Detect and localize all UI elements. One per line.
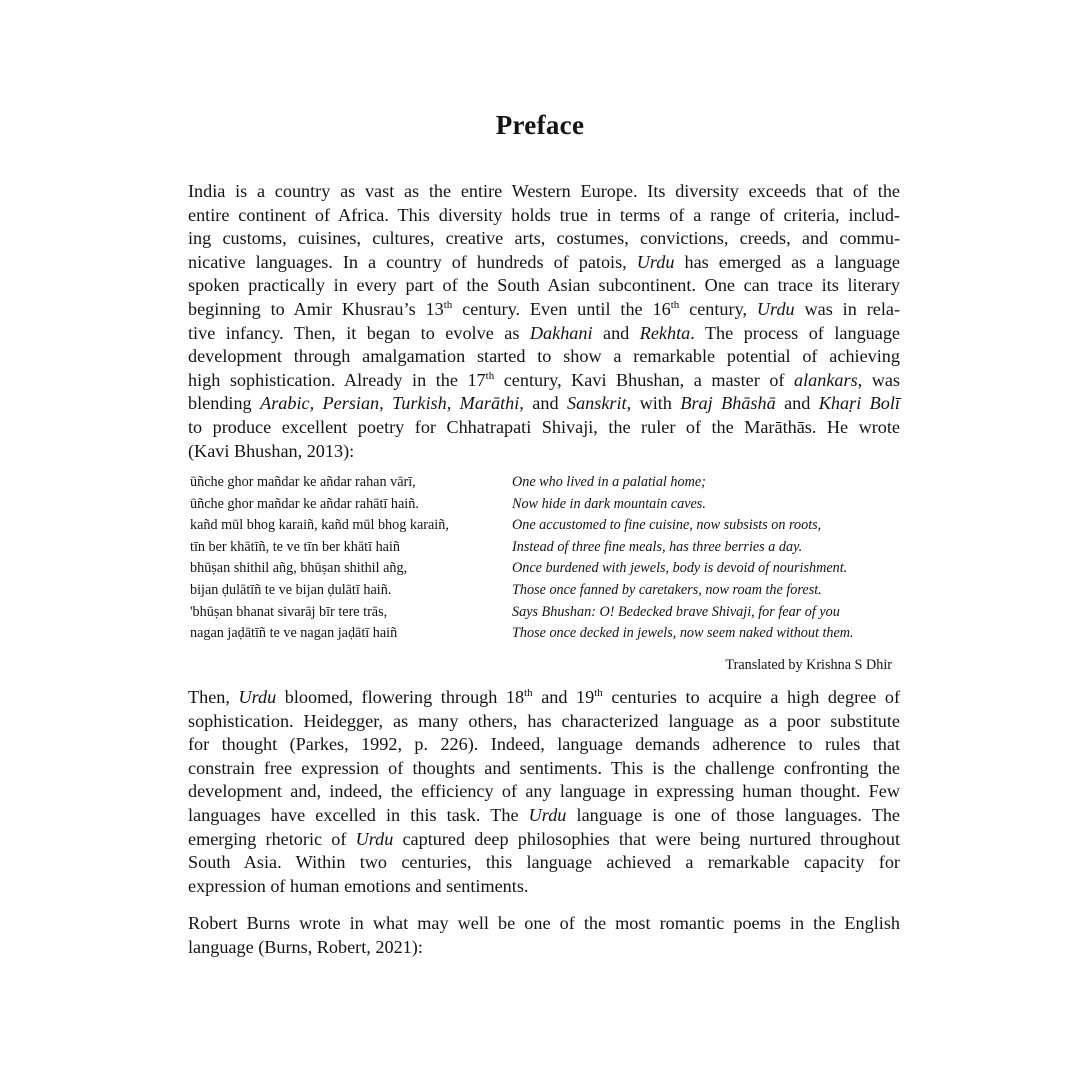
paragraph-burns — [188, 912, 900, 959]
text-line: ing customs, cuisines, cultures, creative arts, costumes, convictions, creeds, and commu- — [188, 228, 900, 249]
text-line: language (Burns, Robert, 2021): — [188, 936, 423, 957]
text-line: high sophistication. Already in the 17th century, Kavi Bhushan, a master of alankars, was — [188, 369, 900, 390]
poem-line: kañd mūl bhog karaiñ, kañd mūl bhog karaiñ, — [190, 517, 449, 534]
poem-original — [190, 472, 500, 645]
text-line: India is a country as vast as the entire Western Europe. Its diversity exceeds that of the — [188, 181, 900, 201]
text-line: Then, Urdu bloomed, flowering through 18th and 19th centuries to acquire a high degree of — [188, 686, 901, 707]
poem-line: tīn ber khātīñ, te ve tīn ber khātī haiñ — [190, 538, 400, 555]
poem-line: bijan ḍulātīñ te ve bijan ḍulātī haiñ. — [190, 581, 392, 598]
translation-line: Instead of three fine meals, has three berries a day. — [512, 538, 803, 555]
text-line: expression of human emotions and sentiments. — [188, 875, 529, 896]
text-line: constrain free expression of thoughts and sentiments. This is the challenge confronting the — [188, 757, 900, 778]
translator-credit: Translated by Krishna S Dhir — [725, 657, 892, 673]
poem-line: bhūṣan shithil añg, bhūṣan shithil añg, — [190, 560, 408, 577]
text-line: Robert Burns wrote in what may well be one of the most romantic poems in the English — [188, 913, 900, 933]
text-line: to produce excellent poetry for Chhatrapati Shivaji, the ruler of the Marāthās. He wrote — [188, 416, 900, 437]
text-line: entire continent of Africa. This diversity holds true in terms of a range of criteria, includ- — [188, 204, 900, 225]
text-line: spoken practically in every part of the South Asian subcontinent. One can trace its literary — [188, 275, 900, 296]
translation-line: Says Bhushan: O! Bedecked brave Shivaji, for fear of you — [512, 603, 840, 620]
translation-line: Those once decked in jewels, now seem naked without them. — [512, 625, 854, 642]
poem-block — [188, 472, 900, 657]
text-line: sophistication. Heidegger, as many others, has characterized language as a poor substitute — [188, 710, 900, 731]
poem-line: ūñche ghor mañdar ke añdar rahan vārī, — [190, 474, 416, 490]
paragraph-urdu-bloom — [188, 686, 900, 898]
text-line: languages have excelled in this task. The Urdu language is one of those languages. The — [188, 804, 901, 825]
text-line: blending Arabic, Persian, Turkish, Marāthi, and Sanskrit, with Braj Bhāshā and Khaṛi Bolī — [188, 393, 900, 414]
text-line: nicative languages. In a country of hundreds of patois, Urdu has emerged as a language — [188, 251, 900, 272]
translation-line: Those once fanned by caretakers, now roam the forest. — [512, 581, 822, 598]
text-line: development and, indeed, the efficiency of any language in expressing human thought. Few — [188, 781, 900, 802]
text-line: (Kavi Bhushan, 2013): — [188, 440, 355, 461]
poem-line: nagan jaḍātīñ te ve nagan jaḍātī haiñ — [190, 625, 398, 642]
translation-line: Now hide in dark mountain caves. — [512, 495, 706, 512]
translation-line: One who lived in a palatial home; — [512, 474, 706, 490]
text-line: South Asia. Within two centuries, this language achieved a remarkable capacity for — [188, 852, 900, 873]
translation-line: Once burdened with jewels, body is devoid of nourishment. — [512, 560, 848, 577]
translation-line: One accustomed to fine cuisine, now subsists on roots, — [512, 517, 822, 534]
text-line: beginning to Amir Khusrau’s 13th century. Even until the 16th century, Urdu was in rela- — [188, 298, 901, 319]
paragraph-intro — [188, 180, 900, 463]
poem-line: ūñche ghor mañdar ke añdar rahātī haiñ. — [190, 495, 419, 512]
page-title: Preface — [495, 110, 585, 140]
poem-translation — [512, 472, 902, 645]
text-line: tive infancy. Then, it began to evolve as Dakhani and Rekhta. The process of language — [188, 322, 900, 343]
poem-line: 'bhūṣan bhanat sivarāj bīr tere trās, — [190, 603, 388, 620]
text-line: for thought (Parkes, 1992, p. 226). Indeed, language demands adherence to rules that — [188, 734, 900, 755]
text-line: emerging rhetoric of Urdu captured deep philosophies that were being nurtured throughout — [188, 828, 901, 849]
text-line: development through amalgamation started to show a remarkable potential of achieving — [188, 346, 900, 367]
